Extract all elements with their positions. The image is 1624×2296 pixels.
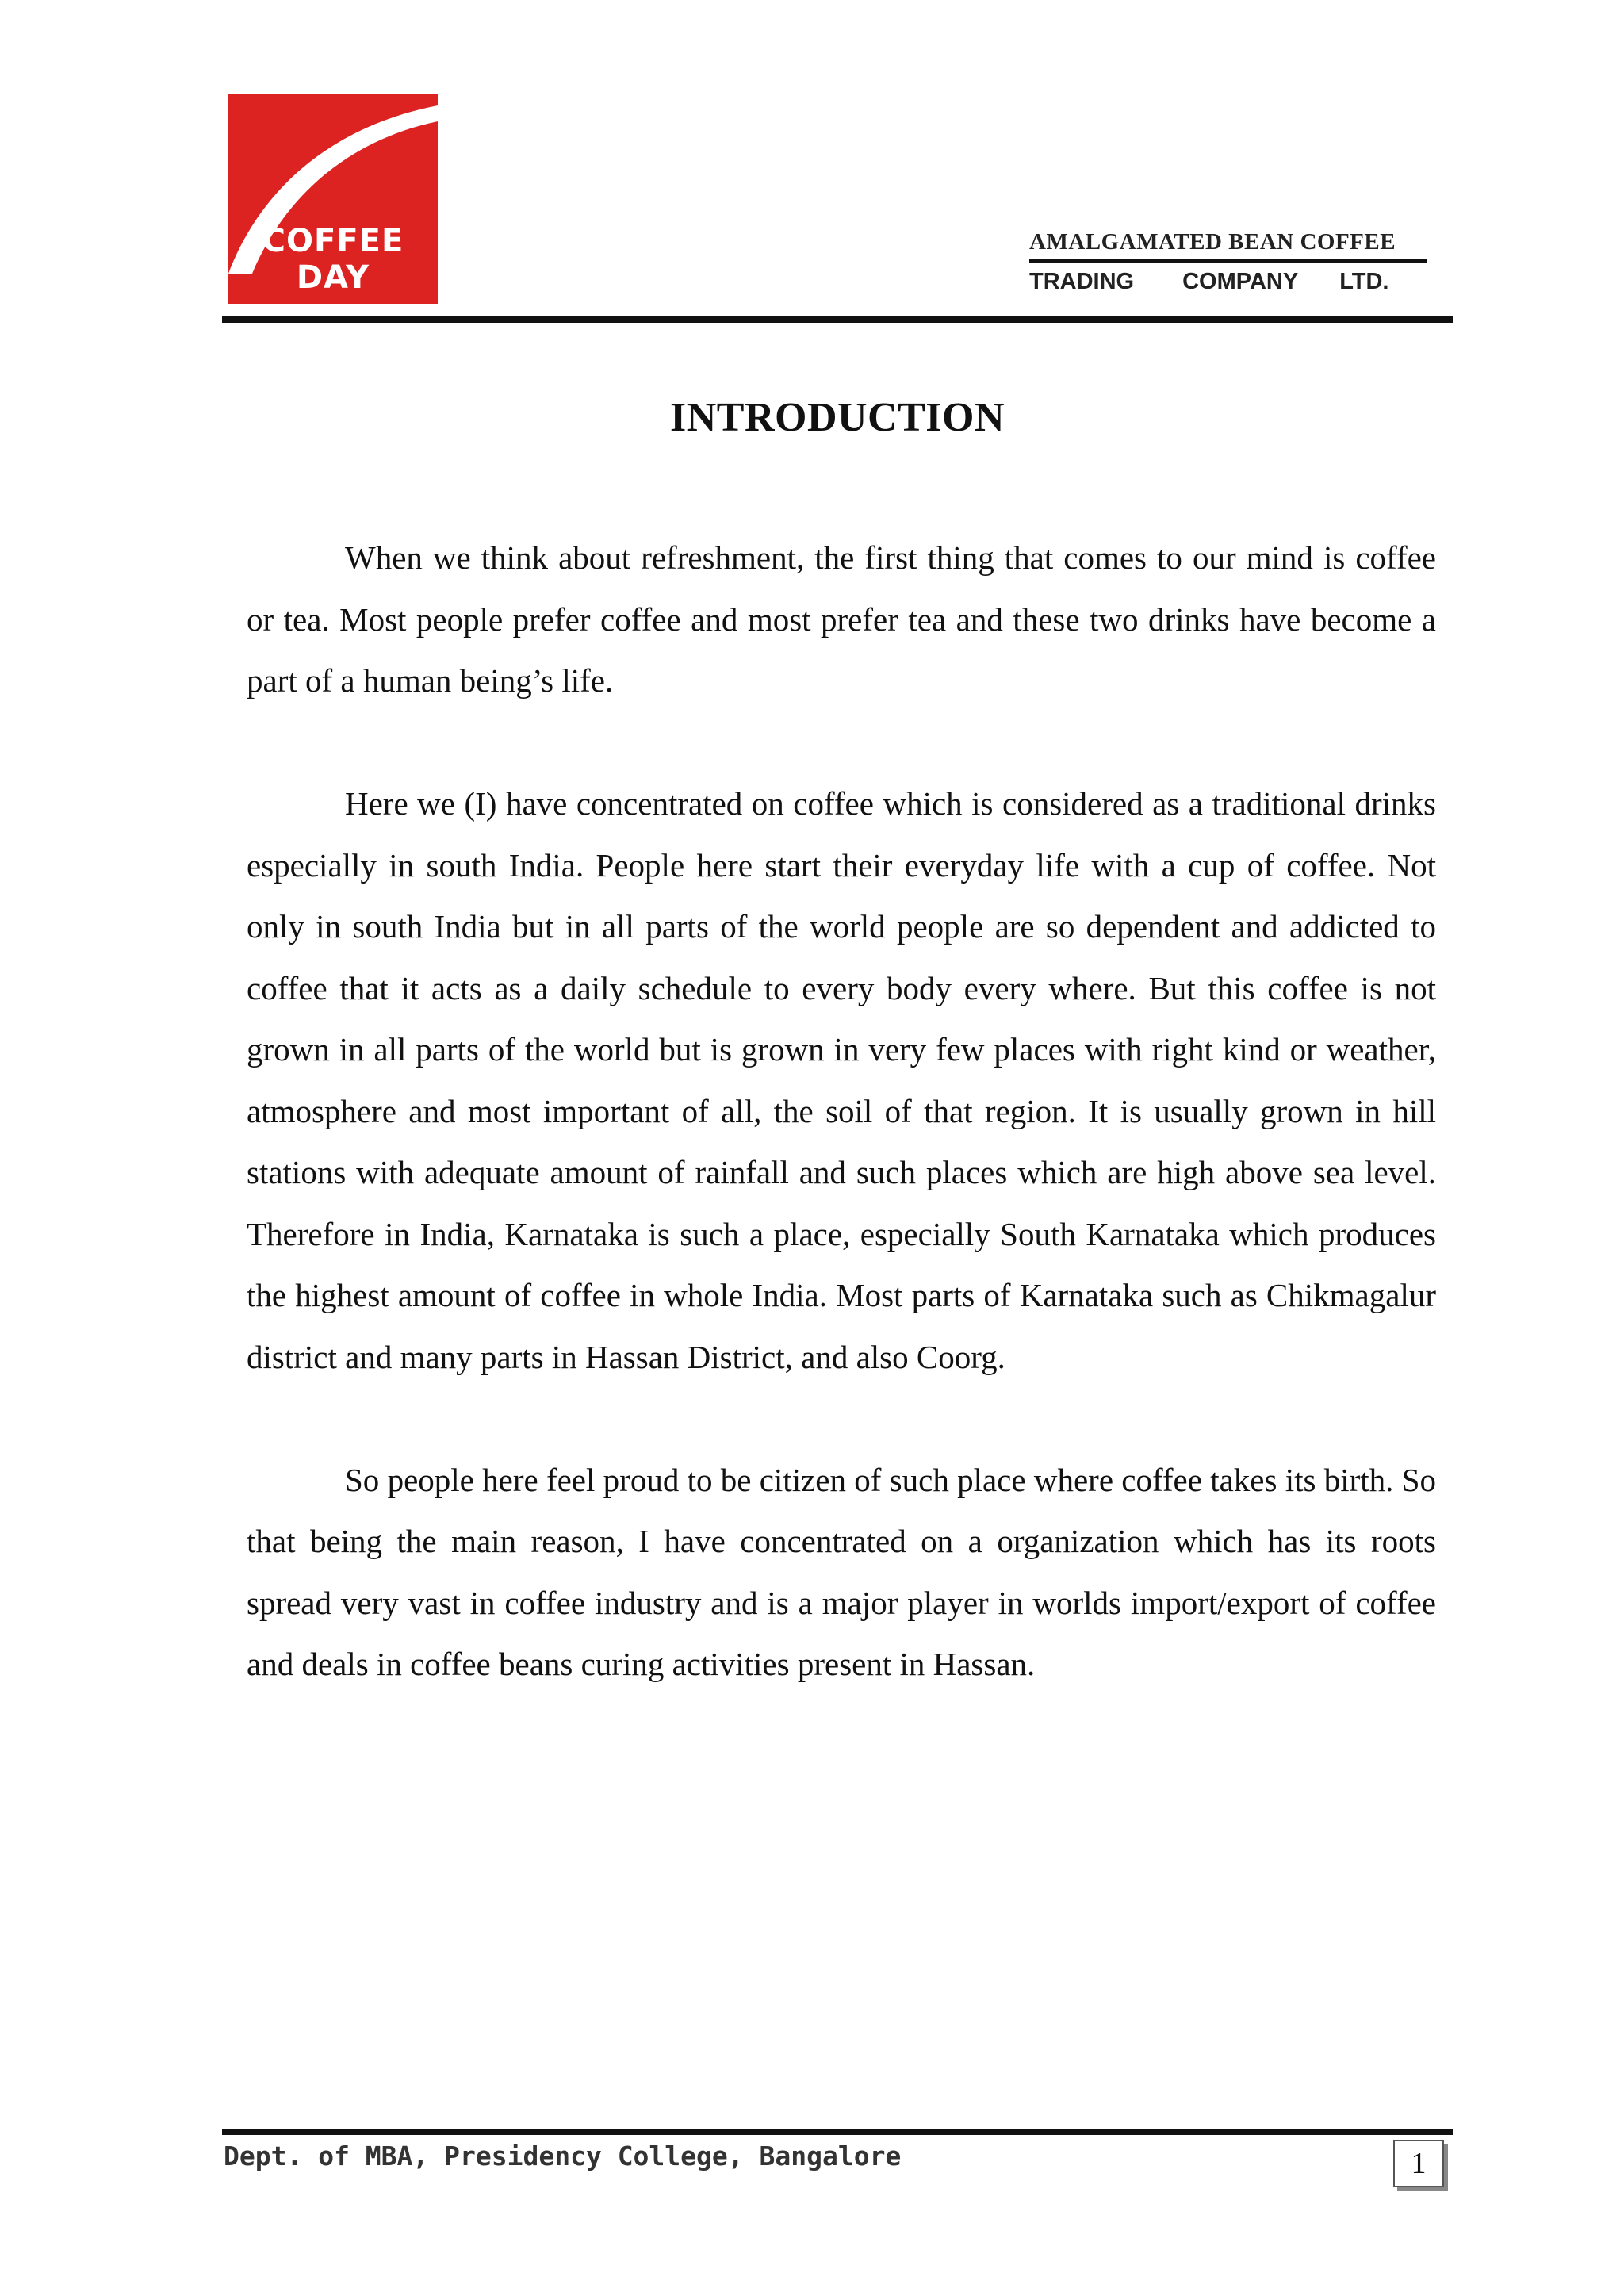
company-name-line1: AMALGAMATED BEAN COFFEE (1029, 229, 1396, 255)
coffee-day-logo (228, 94, 438, 304)
header-divider (222, 316, 1453, 323)
footer-department: Dept. of MBA, Presidency College, Bangalore (224, 2141, 902, 2171)
paragraph-2: Here we (I) have concentrated on coffee which is considered as a traditional drinks especially in south India. People here start their everyday life with a cup of coffee. Not only in south India but in all parts of the world people are so dependent and addicted to coffee that it acts as a daily schedule to every body every where. But this coffee is not grown in all parts of the world but is grown in very few places with right kind or weather, atmosphere and most important of all, the soil of that region. It is usually grown in hill stations with adequate amount of rainfall and such places which are high above sea level. Therefore in India, Karnataka is such a place, especially South Karnataka which produces the highest amount of coffee in whole India. Most parts of Karnataka such as Chikmagalur district and many parts in Hassan District, and also Coorg. (247, 785, 1436, 1375)
paragraph-1: When we think about refreshment, the first thing that comes to our mind is coffee or tea. Most people prefer coffee and most prefer tea and these two drinks have become a part of a human being’s life. (247, 539, 1436, 699)
page-title: INTRODUCTION (669, 395, 1005, 440)
paragraph-3: So people here feel proud to be citizen of such place where coffee takes its birth. So that being the main reason, I have concentrated on a organization which has its roots spread very vast in coffee industry and is a major player in worlds import/export of coffee and deals in coffee beans curing activities present in Hassan. (247, 1461, 1436, 1682)
page-number: 1 (1393, 2140, 1444, 2187)
footer-divider (222, 2129, 1453, 2135)
company-word-trading: TRADING (1029, 269, 1135, 294)
company-word-company: COMPANY (1182, 269, 1299, 294)
company-name-divider (1029, 259, 1427, 263)
company-name-block (1029, 227, 1427, 296)
company-word-ltd: LTD. (1339, 269, 1389, 294)
logo-text: COFFEE DAY (262, 223, 404, 296)
company-name-line2 (1029, 267, 1427, 296)
document-body (247, 527, 1436, 1757)
